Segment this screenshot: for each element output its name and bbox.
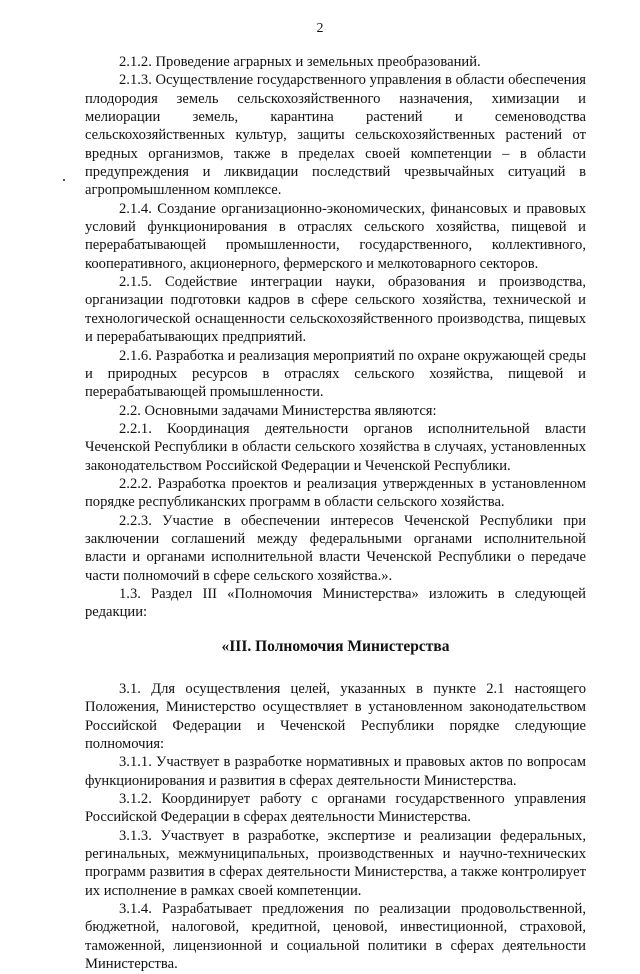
paragraph-2-1-2: 2.1.2. Проведение аграрных и земельных преобразований. bbox=[119, 54, 481, 70]
scan-speck bbox=[63, 179, 65, 181]
paragraph-2-2-1: 2.2.1. Координация деятельности органов исполнительной власти Чеченской Республики в области сельского хозяйства в случаях, установленных законодательством Российской Федерации и Чеченской Республики. bbox=[85, 420, 586, 474]
paragraph-2-2-3: 2.2.3. Участие в обеспечении интересов Чеченской Республики при заключении соглашений между федеральными органами исполнительной власти и органами исполнительной власти Чеченской Республики о передаче части полномочий в сфере сельского хозяйства.». bbox=[85, 512, 586, 584]
page-number: 2 bbox=[316, 21, 324, 36]
paragraph-2-1-5: 2.1.5. Содействие интеграции науки, образования и производства, организации подготовки кадров в сфере сельского хозяйства, технической и технологической оснащенности сельскохозяйственного производства, пищевых и перерабатывающих предприятий. bbox=[85, 274, 586, 346]
paragraph-2-1-3: 2.1.3. Осуществление государственного управления в области обеспечения плодородия земель сельскохозяйственного назначения, химизации и мелиорации земель, карантина растений и семеноводства сельскохозяйственных культур, защиты сельскохозяйственных растений от вредных организмов, также в пределах своей компетенции – в области предупреждения и ликвидации последствий чрезвычайных ситуаций в агропромышленном комплексе. bbox=[85, 72, 586, 199]
paragraph-2-2: 2.2. Основными задачами Министерства являются: bbox=[119, 402, 437, 419]
section-heading: «III. Полномочия Министерства bbox=[221, 637, 450, 655]
paragraph-1-3: 1.3. Раздел III «Полномочия Министерства» изложить в следующей редакции: bbox=[85, 585, 586, 621]
paragraph-3-1: 3.1. Для осуществления целей, указанных в пункте 2.1 настоящего Положения, Министерство осуществляет в установленном законодательством Российской Федерации и Чеченской Республики порядке следующие полномочия: bbox=[85, 681, 586, 753]
paragraph-3-1-2: 3.1.2. Координирует работу с органами государственного управления Российской Федерации в сферах деятельности Министерства. bbox=[85, 791, 586, 826]
paragraph-3-1-3: 3.1.3. Участвует в разработке, экспертизе и реализации федеральных, регинальных, межмуниципальных, производственных и научно-технических программ развития в сферах деятельности Министерства, а также контролирует их исполнение в рамках своей компетенции. bbox=[85, 827, 586, 899]
paragraph-3-1-1: 3.1.1. Участвует в разработке нормативных и правовых актов по вопросам функционирования и развития в сферах деятельности Министерства. bbox=[85, 754, 586, 789]
paragraph-2-1-4: 2.1.4. Создание организационно-экономических, финансовых и правовых условий функционирования в отраслях сельского хозяйства, пищевой и перерабатывающей промышленности, государственного, коллективного, кооперативного, акционерного, фермерского и мелкотоварного секторов. bbox=[85, 200, 586, 272]
paragraph-3-1-4: 3.1.4. Разрабатывает предложения по реализации продовольственной, бюджетной, налоговой, кредитной, ценовой, инвестиционной, страховой, таможенной, лицензионной и социальной политики в сферах деятельности Министерства. bbox=[85, 901, 586, 973]
paragraph-2-1-6: 2.1.6. Разработка и реализация мероприятий по охране окружающей среды и природных ресурсов в отраслях сельского хозяйства, пищевой и перерабатывающей промышленности. bbox=[85, 347, 586, 401]
paragraph-2-2-2: 2.2.2. Разработка проектов и реализация утвержденных в установленном порядке республиканских программ в области сельского хозяйства. bbox=[85, 475, 586, 511]
document-body bbox=[85, 53, 586, 974]
